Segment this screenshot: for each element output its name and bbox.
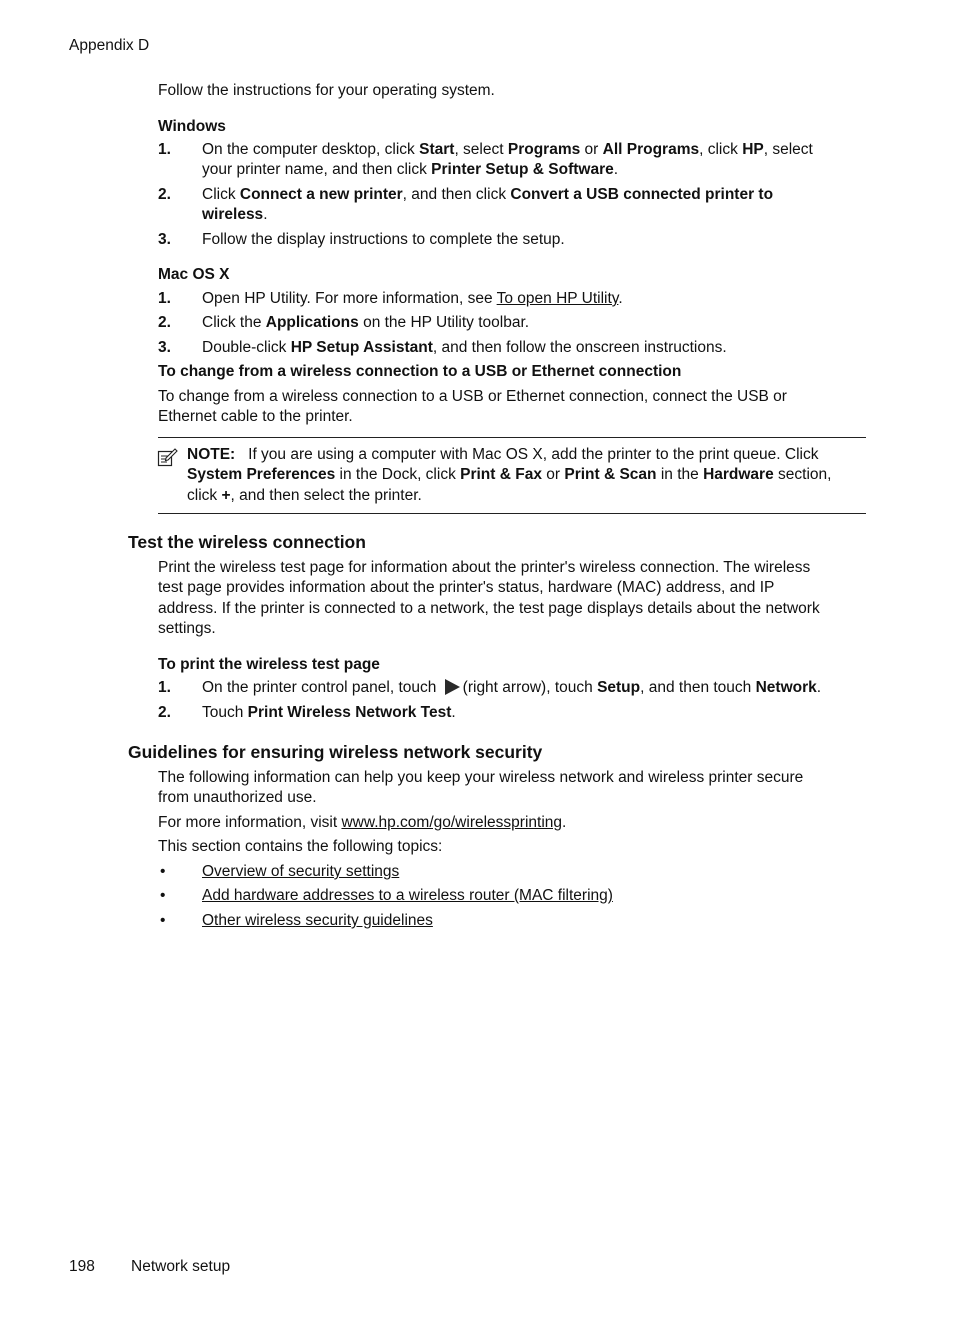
wirelessprinting-link[interactable]: www.hp.com/go/wirelessprinting [341,814,563,831]
note-top-divider [158,437,866,438]
intro-text: Follow the instructions for your operating system. [158,82,495,99]
windows-step-2-number: 2. [158,186,171,203]
open-hp-utility-link[interactable]: To open HP Utility [496,290,619,307]
windows-step-3-text: Follow the display instructions to complete the setup. [202,231,565,248]
change-connection-line-1: To change from a wireless connection to a USB or Ethernet connection, connect the USB or [158,388,787,405]
mac-step-1-text: Open HP Utility. For more information, see To open HP Utility. [202,290,623,307]
mac-step-2-number: 2. [158,314,171,331]
mac-title: Mac OS X [158,266,230,283]
test-paragraph-line-2: test page provides information about the printer's status, hardware (MAC) address, and IP [158,579,775,596]
right-arrow-icon [445,679,460,695]
mac-step-1-number: 1. [158,290,171,307]
test-paragraph-line-4: settings. [158,620,216,637]
test-wireless-heading: Test the wireless connection [128,532,366,552]
note-line-1: NOTE: If you are using a computer with Mac OS X, add the printer to the print queue. Click [187,446,819,463]
windows-step-1-number: 1. [158,141,171,158]
test-step-1-number: 1. [158,679,171,696]
page-number: 198 [69,1258,95,1275]
bullet: • [160,887,166,904]
security-heading: Guidelines for ensuring wireless network security [128,742,543,762]
test-step-1-text: On the printer control panel, touch (right arrow), touch Setup, and then touch Network. [202,679,822,696]
windows-step-1-line-1: On the computer desktop, click Start, select Programs or All Programs, click HP, select [202,141,813,158]
windows-step-3-number: 3. [158,231,171,248]
topics-intro: This section contains the following topics: [158,838,443,855]
note-pencil-icon [157,446,179,468]
windows-step-2-line-2: wireless. [202,206,268,223]
note-label: NOTE: [187,446,236,463]
topic-link-other-guidelines[interactable]: Other wireless security guidelines [202,912,433,929]
security-paragraph-line-2: from unauthorized use. [158,789,317,806]
topic-link-overview[interactable]: Overview of security settings [202,863,400,880]
note-line-2: System Preferences in the Dock, click Print & Fax or Print & Scan in the Hardware section, [187,466,832,483]
test-paragraph-line-1: Print the wireless test page for information about the printer's wireless connection. The wireless [158,559,811,576]
mac-step-3-text: Double-click HP Setup Assistant, and then follow the onscreen instructions. [202,339,727,356]
note-line-3: click +, and then select the printer. [187,487,422,504]
security-paragraph-line-1: The following information can help you keep your wireless network and wireless printer secure [158,769,804,786]
note-bottom-divider [158,513,866,514]
more-info-line: For more information, visit www.hp.com/go/wirelessprinting. [158,814,567,831]
bullet: • [160,863,166,880]
running-header: Appendix D [69,37,150,54]
bullet: • [160,912,166,929]
mac-step-3-number: 3. [158,339,171,356]
change-connection-line-2: Ethernet cable to the printer. [158,408,353,425]
mac-step-2-text: Click the Applications on the HP Utility toolbar. [202,314,530,331]
print-test-page-subhead: To print the wireless test page [158,656,380,673]
test-paragraph-line-3: address. If the printer is connected to a network, the test page displays details about the network [158,600,820,617]
test-step-2-text: Touch Print Wireless Network Test. [202,704,456,721]
windows-step-2-line-1: Click Connect a new printer, and then click Convert a USB connected printer to [202,186,774,203]
windows-title: Windows [158,118,226,135]
test-step-2-number: 2. [158,704,171,721]
footer-section: Network setup [131,1258,231,1275]
change-connection-title: To change from a wireless connection to a USB or Ethernet connection [158,363,682,380]
windows-step-1-line-2: your printer name, and then click Printer Setup & Software. [202,161,619,178]
topic-link-mac-filtering[interactable]: Add hardware addresses to a wireless router (MAC filtering) [202,887,613,904]
